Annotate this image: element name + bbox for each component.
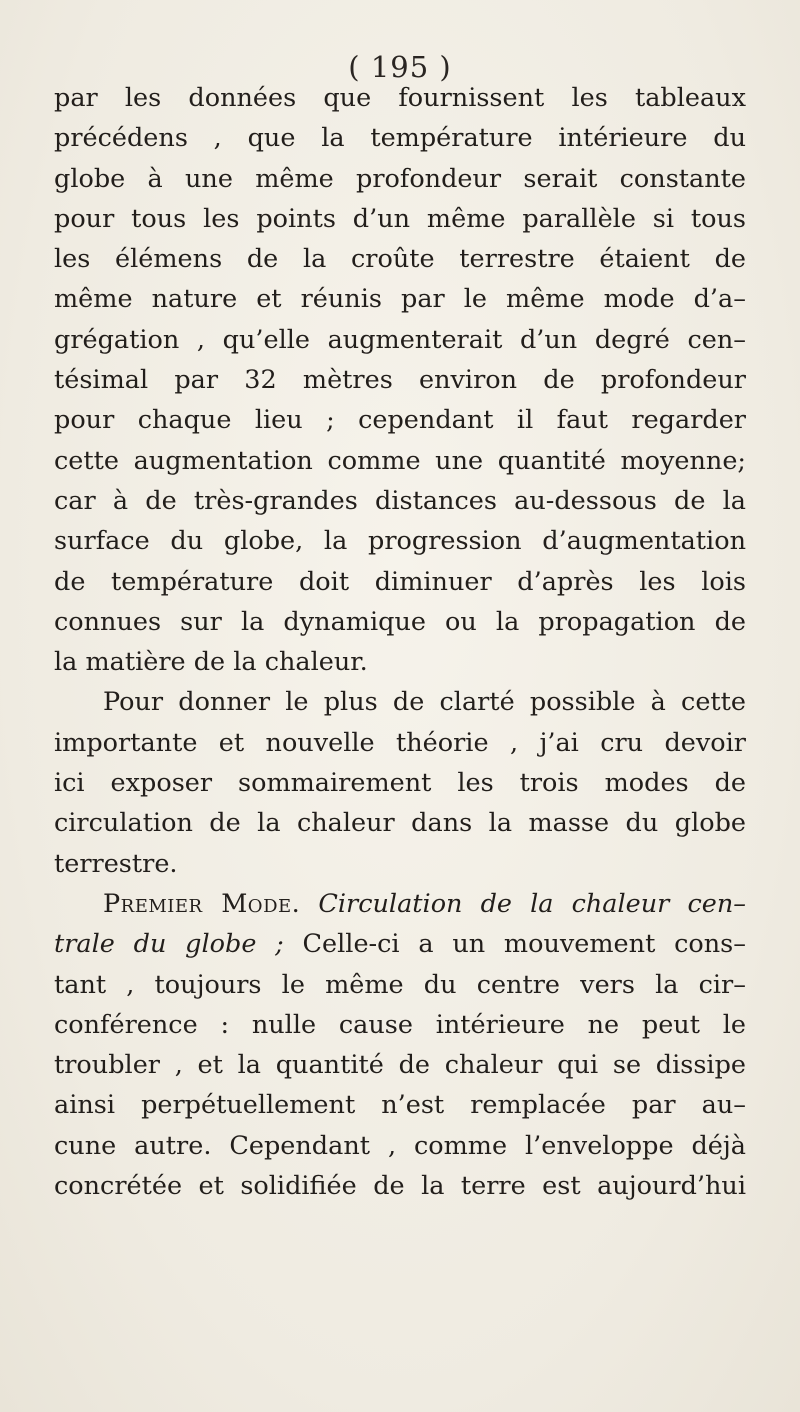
section-heading: Premier Mode. — [103, 888, 301, 919]
paragraph-line: grégation , qu’elle augmenterait d’un degré cen– — [54, 324, 746, 355]
section-heading-line — [54, 884, 746, 924]
paragraph-line: circulation de la chaleur dans la masse du globe — [54, 808, 746, 839]
paragraph-line: troubler , et la quantité de chaleur qui se dissipe — [54, 1050, 746, 1081]
paragraph-line: tésimal par 32 mètres environ de profondeur — [54, 365, 746, 396]
paragraph-line: importante et nouvelle théorie , j’ai cru devoir — [54, 727, 746, 758]
paragraph-line: conférence : nulle cause intérieure ne peut le — [54, 1009, 746, 1040]
body-text — [54, 78, 746, 1206]
paragraph-line: par les données que fournissent les tableaux — [54, 83, 746, 113]
paragraph-line: concrétée et solidifiée de la terre est aujourd’hui — [54, 1171, 746, 1202]
paragraph-line: la matière de la chaleur. — [54, 647, 368, 678]
paragraph-line: terrestre. — [54, 848, 178, 879]
paragraph-line: précédens , que la température intérieure du — [54, 123, 746, 154]
paragraph-line: surface du globe, la progression d’augmentation — [54, 526, 746, 557]
paragraph-line: les élémens de la croûte terrestre étaient de — [54, 244, 746, 275]
paragraph-text: Celle-ci a un mouvement cons– — [302, 929, 746, 960]
paragraph-line: pour chaque lieu ; cependant il faut regarder — [54, 405, 746, 436]
paragraph-line: cune autre. Cependant , comme l’enveloppe déjà — [54, 1130, 746, 1161]
paragraph-line: connues sur la dynamique ou la propagation de — [54, 606, 746, 637]
paragraph-line: globe à une même profondeur serait constante — [54, 163, 746, 194]
paragraph-line: Pour donner le plus de clarté possible à cette — [103, 687, 746, 718]
paragraph-line — [54, 924, 746, 964]
paragraph-line: ainsi perpétuellement n’est remplacée par au– — [54, 1090, 746, 1121]
paragraph-line: même nature et réunis par le même mode d’a– — [54, 284, 746, 315]
section-title: Circulation de la chaleur cen– — [318, 888, 747, 919]
paragraph-line: ici exposer sommairement les trois modes de — [54, 768, 746, 799]
paragraph-line: de température doit diminuer d’après les lois — [54, 566, 746, 597]
section-title-continued: trale du globe ; — [54, 929, 284, 960]
paragraph-line: pour tous les points d’un même parallèle si tous — [54, 203, 746, 234]
paragraph-line: car à de très-grandes distances au-dessous de la — [54, 485, 746, 516]
page-number: ( 195 ) — [348, 50, 452, 84]
paragraph-line: cette augmentation comme une quantité moyenne; — [54, 445, 746, 476]
paragraph-line: tant , toujours le même du centre vers la cir– — [54, 969, 746, 1000]
